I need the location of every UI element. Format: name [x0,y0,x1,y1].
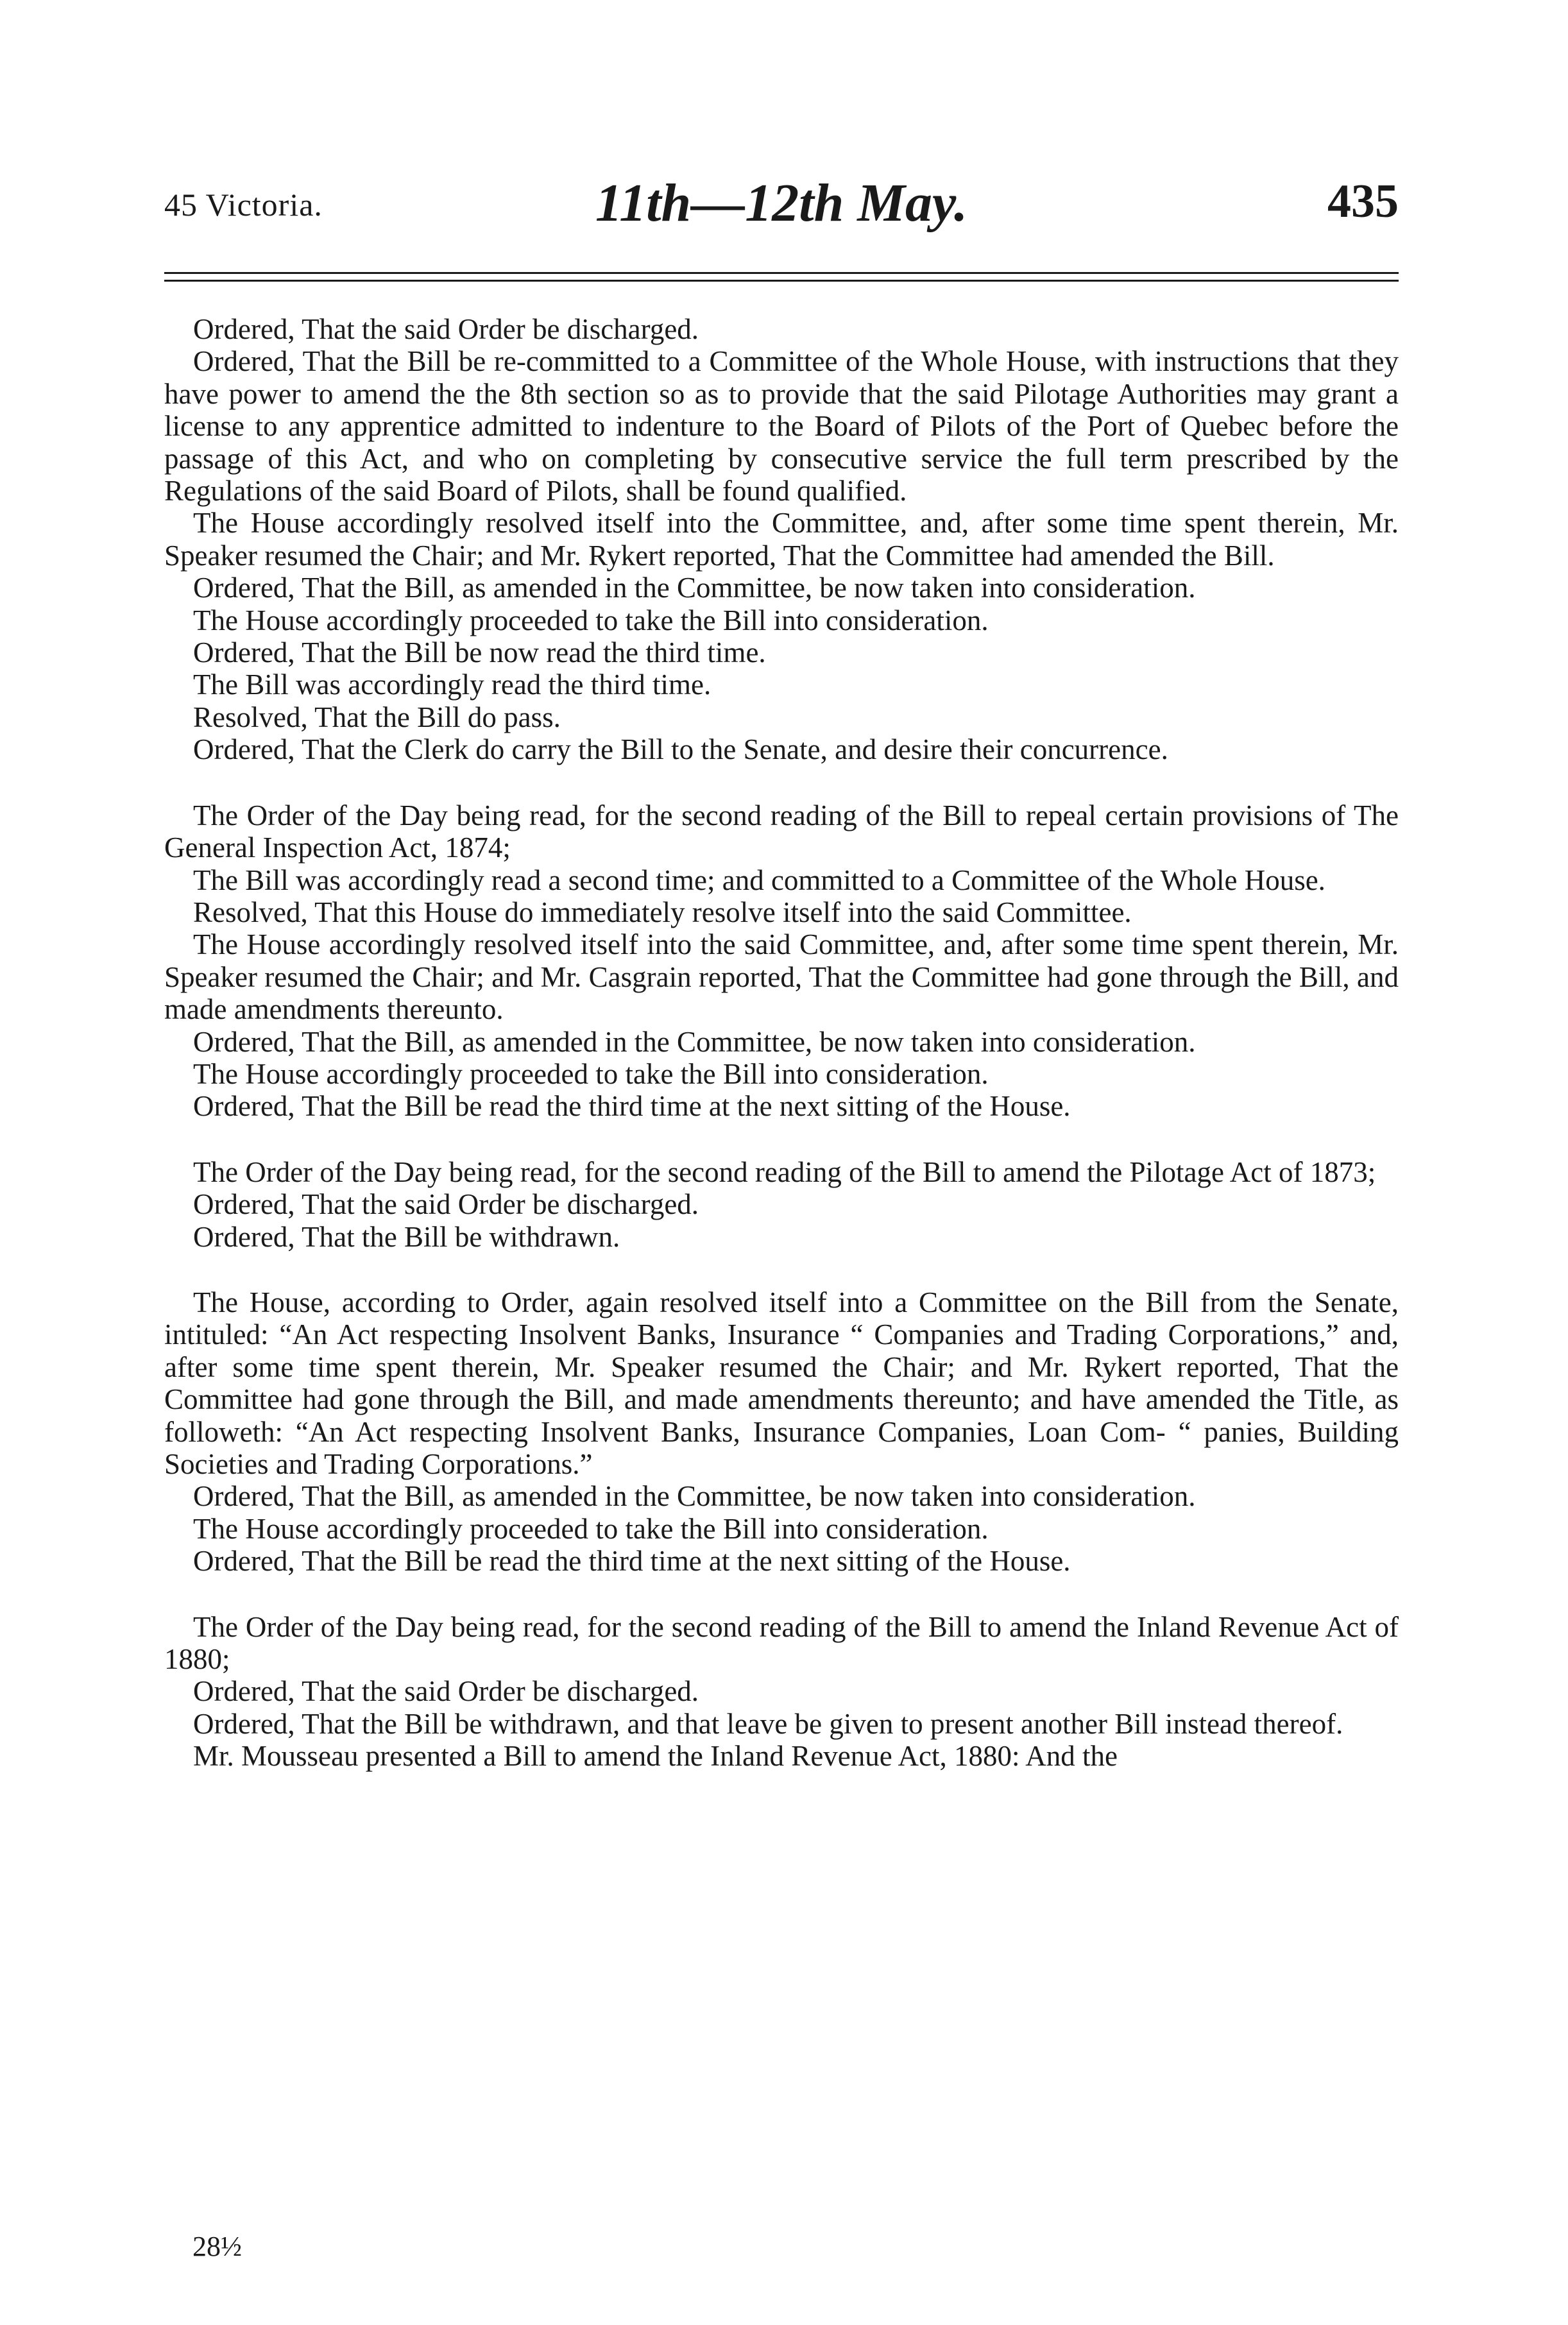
paragraph: The Bill was accordingly read the third time. [193,669,712,701]
session-label: 45 Victoria. [164,187,323,223]
paragraph: Ordered, That the Bill be withdrawn. [193,1220,620,1253]
page-header [164,172,1399,243]
paragraph: Ordered, That the Bill be re-committed to a Committee of the Whole House, with instructions that they have power to amend the the 8th section so as to provide that the said Pilotage Authorities may grant a license to any apprentice admitted to indenture to the Board of Pilots of the Port of Quebec before the passage of this Act, and who on completing by consecutive service the full term prescribed by the Regulations of the said Board of Pilots, shall be found qualified. [164,345,1399,507]
signature-mark: 28½ [192,2231,242,2262]
section-gap [164,1578,1399,1611]
header-rule-bottom [164,280,1399,282]
paragraph: The Bill was accordingly read a second time; and committed to a Committee of the Whole House. [193,864,1325,896]
section-gap [164,766,1399,799]
paragraph: Ordered, That the said Order be discharged. [193,1675,699,1708]
paragraph: Resolved, That the Bill do pass. [193,701,561,733]
paragraph: Resolved, That this House do immediately resolve itself into the said Committee. [193,896,1132,928]
page-number: 435 [1327,175,1399,228]
paragraph: The Order of the Day being read, for the second reading of the Bill to repeal certain provisions of The General Inspection Act, 1874; [164,799,1399,864]
paragraph: Ordered, That the Bill, as amended in the Committee, be now taken into consideration. [193,1480,1196,1513]
header-rule-top [164,272,1399,274]
section-gap [164,1123,1399,1156]
paragraph: The House, according to Order, again resolved itself into a Committee on the Bill from the Senate, intituled: “An Act respecting Insolvent Banks, Insurance “ Companies and Trading Corporations,” and, after some time spent therein, Mr. Speaker resumed the Chair; and Mr. Rykert reported, That the Committee had gone through the Bill, and made amendments thereunto; and have amended the Title, as followeth: “An Act respecting Insolvent Banks, Insurance Companies, Loan Com- “ panies, Building Societies and Trading Corporations.” [164,1286,1399,1480]
date-heading: 11th—12th May. [595,173,968,233]
paragraph: Ordered, That the Bill be now read the third time. [193,636,766,669]
journal-body [164,313,1399,1773]
paragraph: Ordered, That the Bill, as amended in the Committee, be now taken into consideration. [193,1025,1196,1058]
paragraph: Ordered, That the Bill be withdrawn, and that leave be given to present another Bill instead thereof. [193,1707,1343,1740]
paragraph: The House accordingly resolved itself into the Committee, and, after some time spent therein, Mr. Speaker resumed the Chair; and Mr. Rykert reported, That the Committee had amended the Bill. [164,507,1399,572]
paragraph: The House accordingly proceeded to take the Bill into consideration. [193,1057,989,1090]
paragraph: The House accordingly proceeded to take the Bill into consideration. [193,604,989,636]
paragraph: Ordered, That the said Order be discharged. [193,313,699,345]
paragraph: The House accordingly proceeded to take the Bill into consideration. [193,1512,989,1545]
paragraph: Ordered, That the Bill be read the third time at the next sitting of the House. [193,1090,1071,1123]
paragraph: Mr. Mousseau presented a Bill to amend the Inland Revenue Act, 1880: And the [193,1740,1118,1773]
paragraph: Ordered, That the said Order be discharged. [193,1188,699,1221]
paragraph: The House accordingly resolved itself into the said Committee, and, after some time spent therein, Mr. Speaker resumed the Chair; and Mr. Casgrain reported, That the Committee had gone through the Bill, and made amendments thereunto. [164,928,1399,1026]
paragraph: Ordered, That the Clerk do carry the Bill to the Senate, and desire their concurrence. [193,733,1168,766]
paragraph: Ordered, That the Bill be read the third time at the next sitting of the House. [193,1545,1071,1578]
paragraph: Ordered, That the Bill, as amended in the Committee, be now taken into consideration. [193,572,1196,604]
paragraph: The Order of the Day being read, for the second reading of the Bill to amend the Inland Revenue Act of 1880; [164,1610,1399,1676]
paragraph: The Order of the Day being read, for the second reading of the Bill to amend the Pilotage Act of 1873; [193,1155,1376,1188]
section-gap [164,1253,1399,1286]
